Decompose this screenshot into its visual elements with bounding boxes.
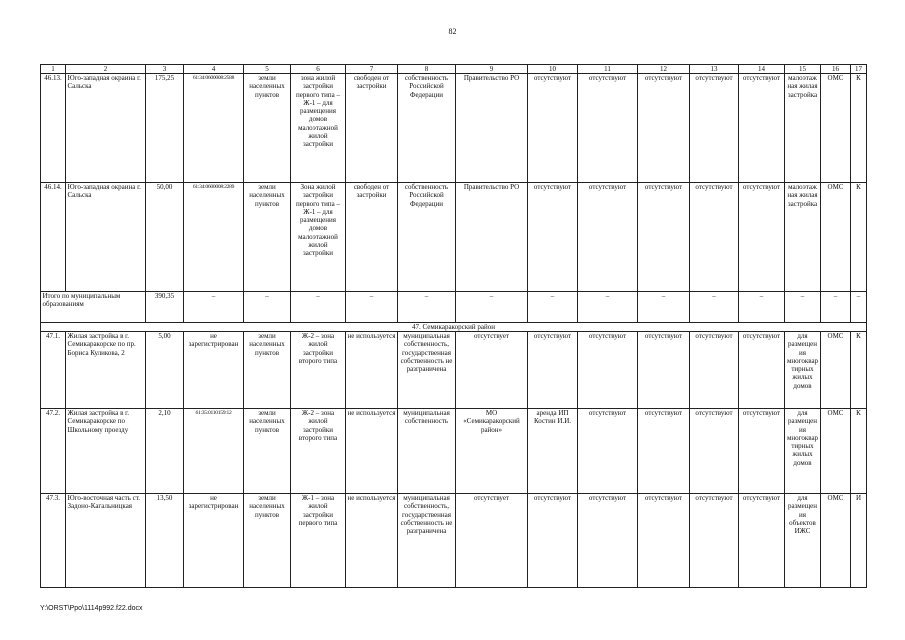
location-cell: Юго-западная окраина г. Сальска [66, 74, 146, 183]
cadastral-number-cell: не зарегистрирован [184, 494, 244, 588]
table-row [41, 494, 867, 588]
ownership-cell: собственность Российской Федерации [398, 183, 456, 292]
type-cell: К [851, 74, 867, 183]
section-title: 47. Семикаракорский район [41, 323, 867, 332]
dash-cell: – [690, 292, 739, 323]
usage-cell: не используется [346, 409, 398, 494]
usage-cell: не используется [346, 332, 398, 409]
row-number: 47.1. [41, 332, 66, 409]
holder-cell: Правительство РО [456, 74, 528, 183]
authority-cell: ОМС [821, 74, 851, 183]
header-cell: 1 [41, 65, 66, 74]
ownership-cell: муниципальная собственность [398, 409, 456, 494]
col13-cell: отсутствуют [690, 74, 739, 183]
ownership-cell: муниципальная собственность, государственная собственность не разграничена [398, 332, 456, 409]
usage-cell: свободен от застройки [346, 183, 398, 292]
column-number-row [41, 65, 867, 74]
dash-cell: – [851, 292, 867, 323]
purpose-cell: для размещения объектов ИЖС [785, 494, 821, 588]
encumbrance-cell: отсутствуют [528, 183, 578, 292]
cadastral-number-cell: не зарегистрирован [184, 332, 244, 409]
location-cell: Юго-восточная часть ст. Задоно-Кагальницкая [66, 494, 146, 588]
row-number: 47.3. [41, 494, 66, 588]
dash-cell: – [578, 292, 638, 323]
col14-cell: отсутствуют [739, 74, 785, 183]
holder-cell: отсутствует [456, 494, 528, 588]
authority-cell: ОМС [821, 332, 851, 409]
table-row [41, 409, 867, 494]
purpose-cell: для размещения многоквартирных жилых домов [785, 409, 821, 494]
cadastral-number-cell: 61:34:0600008:2588 [184, 74, 244, 183]
area-cell: 2,10 [146, 409, 184, 494]
col14-cell: отсутствуют [739, 183, 785, 292]
col13-cell: отсутствуют [690, 494, 739, 588]
holder-cell: Правительство РО [456, 183, 528, 292]
usage-cell: не используется [346, 494, 398, 588]
header-cell: 10 [528, 65, 578, 74]
holder-cell: МО «Семикаракорский район» [456, 409, 528, 494]
header-cell: 16 [821, 65, 851, 74]
authority-cell: ОМС [821, 183, 851, 292]
area-cell: 175,25 [146, 74, 184, 183]
zoning-cell: зона жилой застройки первого типа – Ж-1 – для размещения домов малоэтажной жилой застройки [291, 74, 346, 183]
header-cell: 7 [346, 65, 398, 74]
dash-cell: – [821, 292, 851, 323]
header-cell: 11 [578, 65, 638, 74]
zoning-cell: Ж-2 – зона жилой застройки второго типа [291, 409, 346, 494]
authority-cell: ОМС [821, 409, 851, 494]
col14-cell: отсутствуют [739, 332, 785, 409]
table-row [41, 74, 867, 183]
row-number: 47.2. [41, 409, 66, 494]
cadastral-number-cell: 61:35:0110159:12 [184, 409, 244, 494]
ownership-cell: муниципальная собственность, государственная собственность не разграничена [398, 494, 456, 588]
encumbrance-cell: отсутствуют [528, 74, 578, 183]
purpose-cell: для размещения многоквартирных жилых домов [785, 332, 821, 409]
purpose-cell: малоэтажная жилая застройка [785, 183, 821, 292]
ownership-cell: собственность Российской Федерации [398, 74, 456, 183]
area-cell: 13,50 [146, 494, 184, 588]
zoning-cell: Ж-2 – зона жилой застройки второго типа [291, 332, 346, 409]
land-registry-table [40, 64, 867, 588]
location-cell: Юго-западная окраина г. Сальска [66, 183, 146, 292]
dash-cell: – [456, 292, 528, 323]
header-cell: 14 [739, 65, 785, 74]
col11-cell: отсутствуют [578, 494, 638, 588]
total-area: 390,35 [146, 292, 184, 323]
area-cell: 50,00 [146, 183, 184, 292]
col12-cell: отсутствуют [638, 332, 690, 409]
header-cell: 17 [851, 65, 867, 74]
location-cell: Жилая застройка в г. Семикаракорске по пр. Бориса Куликова, 2 [66, 332, 146, 409]
col11-cell: отсутствуют [578, 332, 638, 409]
header-cell: 4 [184, 65, 244, 74]
holder-cell: отсутствует [456, 332, 528, 409]
type-cell: К [851, 409, 867, 494]
encumbrance-cell: аренда ИП Костин И.И. [528, 409, 578, 494]
col13-cell: отсутствуют [690, 183, 739, 292]
zoning-cell: Ж-1 – зона жилой застройки первого типа [291, 494, 346, 588]
dash-cell: – [398, 292, 456, 323]
total-row [41, 292, 867, 323]
header-cell: 12 [638, 65, 690, 74]
section-row [41, 323, 867, 332]
table-row [41, 332, 867, 409]
header-cell: 3 [146, 65, 184, 74]
col13-cell: отсутствуют [690, 409, 739, 494]
col11-cell: отсутствуют [578, 409, 638, 494]
dash-cell: – [528, 292, 578, 323]
col14-cell: отсутствуют [739, 409, 785, 494]
dash-cell: – [785, 292, 821, 323]
land-category-cell: земли населенных пунктов [244, 494, 291, 588]
dash-cell: – [244, 292, 291, 323]
dash-cell: – [184, 292, 244, 323]
row-number: 46.14. [41, 183, 66, 292]
total-label: Итого по муниципальным образованиям [41, 292, 146, 323]
dash-cell: – [739, 292, 785, 323]
header-cell: 15 [785, 65, 821, 74]
encumbrance-cell: отсутствуют [528, 494, 578, 588]
land-category-cell: земли населенных пунктов [244, 183, 291, 292]
col12-cell: отсутствуют [638, 74, 690, 183]
header-cell: 6 [291, 65, 346, 74]
row-number: 46.13. [41, 74, 66, 183]
land-category-cell: земли населенных пунктов [244, 409, 291, 494]
encumbrance-cell: отсутствуют [528, 332, 578, 409]
col12-cell: отсутствуют [638, 409, 690, 494]
dash-cell: – [346, 292, 398, 323]
type-cell: К [851, 183, 867, 292]
type-cell: И [851, 494, 867, 588]
dash-cell: – [638, 292, 690, 323]
col12-cell: отсутствуют [638, 183, 690, 292]
usage-cell: свободен от застройки [346, 74, 398, 183]
authority-cell: ОМС [821, 494, 851, 588]
header-cell: 5 [244, 65, 291, 74]
header-cell: 13 [690, 65, 739, 74]
col11-cell: отсутствуют [578, 183, 638, 292]
location-cell: Жилая застройка в г. Семикаракорске по Школьному проезду [66, 409, 146, 494]
area-cell: 5,00 [146, 332, 184, 409]
land-category-cell: земли населенных пунктов [244, 332, 291, 409]
cadastral-number-cell: 61:34:0600008:2289 [184, 183, 244, 292]
land-category-cell: земли населенных пунктов [244, 74, 291, 183]
header-cell: 2 [66, 65, 146, 74]
file-path-footer: Y:\ORST\Ppo\1114p992.f22.docx [40, 605, 143, 612]
dash-cell: – [291, 292, 346, 323]
col13-cell: отсутствуют [690, 332, 739, 409]
type-cell: К [851, 332, 867, 409]
col11-cell: отсутствуют [578, 74, 638, 183]
purpose-cell: малоэтажная жилая застройка [785, 74, 821, 183]
header-cell: 9 [456, 65, 528, 74]
zoning-cell: Зона жилой застройки первого типа – Ж-1 – для размещения домов малоэтажной жилой застройки [291, 183, 346, 292]
table-row [41, 183, 867, 292]
header-cell: 8 [398, 65, 456, 74]
col14-cell: отсутствуют [739, 494, 785, 588]
col12-cell: отсутствуют [638, 494, 690, 588]
page-number: 82 [448, 27, 457, 36]
